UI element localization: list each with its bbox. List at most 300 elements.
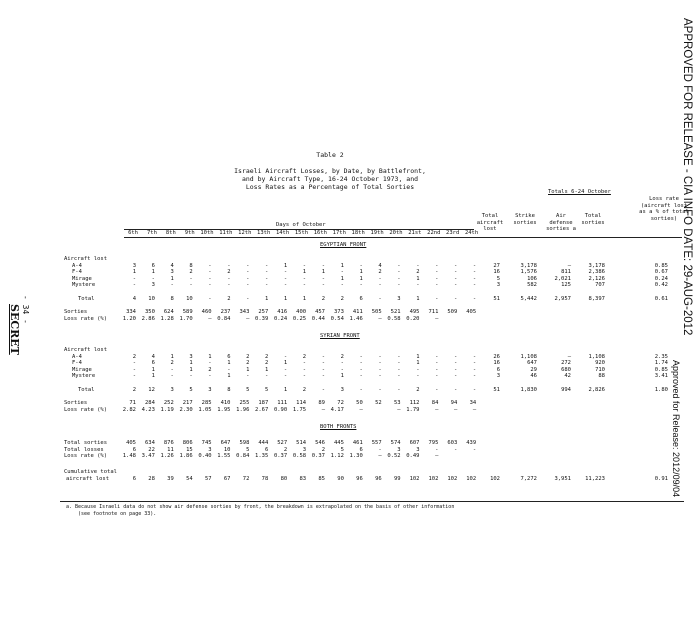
day-loss-value: - (453, 360, 458, 367)
day-total-losses-value: 3 (302, 446, 307, 453)
day-header: 9th (184, 230, 195, 236)
day-loss-rate-value: — (435, 406, 439, 413)
total-sorties-value: 920 (595, 360, 605, 367)
day-loss-value: - (321, 373, 325, 380)
day-loss-value: 4 (378, 262, 382, 269)
day-loss-value: 4 (151, 353, 155, 360)
total-lost-value: 27 (493, 262, 500, 269)
day-loss-value: - (378, 373, 382, 380)
day-loss-value: - (435, 353, 439, 360)
day-loss-value: - (397, 275, 401, 282)
day-header: 13th (257, 230, 271, 236)
day-loss-value: - (302, 282, 307, 289)
day-loss-rate-value: 0.58 (292, 453, 307, 460)
day-header: 21st (408, 230, 422, 236)
air-defense-sorties-value: 125 (561, 282, 571, 289)
total-lost-value: 3 (496, 373, 500, 380)
day-loss-value: - (435, 275, 439, 282)
day-total-losses-value: 3 (208, 446, 212, 453)
day-total-sorties-value: 745 (201, 440, 212, 446)
day-loss-value: - (397, 282, 401, 289)
cumulative-total-value: 102 (490, 475, 500, 482)
strike-sorties-value: 1,830 (520, 387, 537, 393)
day-loss-value: 1 (359, 275, 363, 282)
day-loss-value: - (302, 262, 307, 269)
day-sorties-value: 114 (296, 400, 307, 406)
day-total-value: 10 (148, 296, 155, 302)
day-loss-value: - (283, 275, 288, 282)
day-sorties-value: 350 (144, 309, 155, 315)
day-loss-value: 1 (170, 353, 174, 360)
day-total-value: 2 (340, 296, 344, 302)
day-loss-value: 1 (189, 360, 193, 367)
day-loss-value: - (397, 373, 401, 380)
day-sorties-value: 84 (431, 400, 439, 406)
day-loss-value: - (227, 275, 231, 282)
day-total-losses-value: 10 (223, 446, 231, 453)
day-total-value: - (472, 387, 477, 393)
day-loss-rate-value: — (359, 406, 363, 413)
total-lost-value: 16 (493, 360, 500, 367)
day-loss-value: - (321, 262, 325, 269)
day-loss-value: - (208, 360, 212, 367)
day-loss-value: - (189, 373, 193, 380)
day-loss-rate-value: 1.95 (217, 406, 231, 413)
day-loss-value: - (472, 353, 477, 360)
day-loss-value: - (378, 360, 382, 367)
day-total-value: 2 (302, 387, 307, 393)
day-loss-value: 2 (246, 360, 250, 367)
day-header: 12th (238, 230, 252, 236)
day-header: 17th (332, 230, 346, 236)
day-loss-rate-value: 0.37 (311, 453, 325, 460)
day-loss-value: - (246, 373, 250, 380)
day-loss-rate-value: 0.25 (292, 315, 307, 322)
day-cumulative-value: 99 (393, 475, 401, 482)
day-header: 7th (146, 230, 157, 236)
day-loss-value: 1 (359, 269, 363, 276)
cumulative-strike-value: 7,272 (520, 475, 537, 482)
day-total-value: 5 (264, 387, 269, 393)
days-header: Days of October (276, 222, 326, 228)
day-loss-rate-value: — (397, 406, 401, 413)
air-defense-sorties-value: 2,957 (554, 296, 571, 302)
day-cumulative-value: 83 (299, 475, 307, 482)
day-loss-value: - (435, 366, 439, 373)
day-total-value: 3 (208, 387, 212, 393)
day-total-losses-value: 11 (167, 446, 174, 453)
total-lost-value: 51 (493, 387, 500, 393)
day-loss-value: - (472, 282, 477, 289)
loss-rate-value: 3.41 (654, 373, 668, 380)
day-loss-value: - (416, 262, 420, 269)
day-loss-rate-value: 0.90 (273, 406, 288, 413)
day-total-value: 4 (132, 296, 136, 302)
total-label: Total (78, 387, 95, 393)
day-loss-value: - (132, 275, 136, 282)
day-loss-value: 2 (264, 353, 269, 360)
day-loss-value: - (416, 282, 420, 289)
day-cumulative-value: 78 (261, 475, 269, 482)
day-loss-value: 1 (340, 373, 344, 380)
day-sorties-value: 72 (337, 400, 344, 406)
day-loss-value: - (378, 366, 382, 373)
day-loss-value: - (378, 275, 382, 282)
day-loss-value: - (472, 275, 477, 282)
loss-rate-label: Loss rate (%) (64, 315, 108, 322)
day-loss-rate-value: 0.44 (311, 315, 325, 322)
day-loss-value: - (453, 262, 458, 269)
day-loss-value: - (378, 353, 382, 360)
day-loss-value: 1 (340, 275, 344, 282)
day-loss-value: - (264, 275, 269, 282)
day-loss-value: 1 (416, 360, 420, 367)
day-loss-rate-value: — (453, 406, 458, 413)
day-header: 16th (313, 230, 327, 236)
day-total-sorties-value: 634 (144, 440, 155, 446)
day-header: 8th (165, 230, 176, 236)
aircraft-type-label: Mirage (72, 275, 92, 282)
total-sorties-value: 1,108 (588, 353, 605, 360)
day-loss-rate-value: 1.75 (292, 406, 307, 413)
day-loss-value: - (283, 269, 288, 276)
day-total-value: - (321, 387, 325, 393)
day-loss-value: - (321, 360, 325, 367)
day-loss-value: - (397, 353, 401, 360)
day-loss-rate-value: 2.82 (122, 406, 136, 413)
day-loss-value: - (416, 373, 420, 380)
day-total-value: - (208, 296, 212, 302)
day-sorties-value: 252 (163, 400, 174, 406)
day-sorties-value: 111 (277, 400, 288, 406)
day-loss-value: 1 (283, 360, 288, 367)
day-cumulative-value: 102 (466, 475, 477, 482)
day-loss-value: - (151, 275, 155, 282)
day-total-value: - (246, 296, 250, 302)
loss-rate-value: 0.67 (654, 269, 668, 276)
day-loss-value: - (359, 366, 363, 373)
air-defense-sorties-value: 994 (561, 387, 571, 393)
day-cumulative-value: 54 (186, 475, 193, 482)
sorties-label: Sorties (64, 400, 88, 406)
day-loss-value: - (453, 282, 458, 289)
day-cumulative-value: 39 (167, 475, 174, 482)
day-loss-rate-value: 1.19 (160, 406, 174, 413)
day-total-sorties-value: 647 (220, 440, 231, 446)
day-total-sorties-value: 405 (126, 440, 136, 446)
day-loss-value: - (321, 275, 325, 282)
day-cumulative-value: 102 (409, 475, 420, 482)
total-sorties-value: 707 (595, 282, 605, 289)
day-total-value: 3 (340, 387, 344, 393)
day-loss-value: - (378, 282, 382, 289)
day-total-sorties-value: 439 (466, 440, 477, 446)
day-loss-rate-value: 2.30 (179, 406, 193, 413)
strike-sorties-value: 647 (527, 360, 537, 367)
day-loss-value: 2 (302, 353, 307, 360)
strike-sorties-value: 1,576 (520, 269, 537, 276)
total-lost-value: 6 (496, 366, 500, 373)
table-title-line2: and by Aircraft Type, 16-24 October 1973, and (241, 175, 419, 183)
aircraft-type-label: Mystere (72, 282, 96, 289)
day-loss-value: 3 (132, 262, 136, 269)
loss-rate-value: 0.42 (654, 282, 668, 289)
day-loss-value: - (435, 360, 439, 367)
day-loss-rate-value: 1.12 (330, 453, 344, 460)
total-lost-value: 26 (493, 353, 500, 360)
day-loss-value: - (435, 373, 439, 380)
day-total-value: - (378, 296, 382, 302)
cumulative-air-defense-value: 3,951 (554, 475, 571, 482)
day-loss-value: - (189, 282, 193, 289)
day-header: 23rd (446, 230, 460, 236)
day-sorties-value: 411 (352, 309, 363, 315)
day-loss-rate-value: 1.26 (160, 453, 174, 460)
strike-sorties-value: 1,108 (520, 353, 537, 360)
day-loss-value: - (472, 269, 477, 276)
day-sorties-value: 217 (182, 400, 193, 406)
aircraft-lost-label: Aircraft lost (64, 347, 108, 353)
day-loss-value: 3 (170, 269, 174, 276)
day-loss-value: 2 (227, 269, 231, 276)
air-defense-sorties-value: — (567, 353, 571, 360)
total-sorties-label: Total sorties (64, 440, 108, 446)
day-loss-rate-value: 1.48 (122, 453, 136, 460)
day-total-losses-value: 2 (283, 446, 288, 453)
day-loss-rate-value: — (378, 453, 382, 460)
day-total-losses-value: 6 (359, 446, 363, 453)
loss-rate-value: 2.35 (654, 353, 668, 360)
day-loss-rate-value: 4.17 (330, 406, 344, 413)
aircraft-type-label: F-4 (72, 360, 82, 367)
day-loss-rate-value: — (246, 315, 250, 322)
day-cumulative-value: 57 (204, 475, 212, 482)
day-loss-rate-value: 0.20 (406, 315, 420, 322)
day-loss-rate-value: 1.20 (122, 315, 136, 322)
day-sorties-value: 410 (220, 400, 231, 406)
day-loss-value: - (208, 269, 212, 276)
total-label: Total (78, 296, 95, 302)
day-loss-value: 2 (170, 360, 174, 367)
day-total-losses-value: - (435, 446, 439, 453)
day-total-sorties-value: 557 (371, 440, 382, 446)
total-sorties-value: 8,397 (588, 296, 605, 302)
day-sorties-value: 624 (163, 309, 174, 315)
cumulative-total-sorties-value: 11,223 (585, 475, 605, 482)
footnote-line1: a. Because Israeli data do not show air defense sorties by front, the breakdown is extrapolated on the basis of other information (66, 504, 455, 510)
day-loss-value: - (170, 366, 174, 373)
day-loss-rate-value: 0.24 (273, 315, 288, 322)
day-loss-value: - (340, 282, 344, 289)
day-loss-value: 1 (416, 353, 420, 360)
day-sorties-value: 34 (469, 400, 477, 406)
day-sorties-value: 89 (318, 400, 325, 406)
total-lost-value: 3 (496, 282, 500, 289)
day-sorties-value: 187 (258, 400, 269, 406)
day-sorties-value: 50 (356, 400, 363, 406)
day-total-losses-value: 6 (132, 446, 136, 453)
day-total-losses-value: 15 (186, 446, 193, 453)
day-loss-rate-value: 0.37 (273, 453, 288, 460)
strike-sorties-value: 5,442 (520, 296, 537, 302)
day-sorties-value: 285 (201, 400, 212, 406)
day-total-sorties-value: 461 (352, 440, 363, 446)
day-loss-value: 1 (189, 366, 193, 373)
day-sorties-value: 405 (466, 309, 477, 315)
loss-rate-value: 0.85 (654, 262, 668, 269)
day-loss-value: - (435, 262, 439, 269)
day-cumulative-value: 28 (148, 475, 155, 482)
day-loss-value: - (208, 373, 212, 380)
day-loss-value: - (453, 366, 458, 373)
day-loss-value: - (246, 275, 250, 282)
day-loss-rate-value: 1.79 (406, 406, 420, 413)
sorties-label: Sorties (64, 309, 88, 315)
day-loss-value: 2 (264, 360, 269, 367)
day-loss-value: - (227, 262, 231, 269)
day-cumulative-value: 96 (356, 475, 363, 482)
day-loss-value: - (208, 275, 212, 282)
day-loss-rate-value: 0.49 (406, 453, 420, 460)
day-loss-value: - (340, 269, 344, 276)
day-total-losses-value: 3 (397, 446, 401, 453)
day-loss-rate-value: 0.58 (387, 315, 401, 322)
total-lost-value: 16 (493, 269, 500, 276)
day-sorties-value: 52 (375, 400, 382, 406)
day-sorties-value: 334 (126, 309, 136, 315)
aircraft-type-label: Mirage (72, 366, 92, 373)
day-loss-value: - (472, 262, 477, 269)
day-loss-value: - (453, 275, 458, 282)
day-cumulative-value: 67 (223, 475, 231, 482)
day-header: 14th (275, 230, 290, 236)
day-loss-value: - (416, 366, 420, 373)
day-loss-value: - (302, 360, 307, 367)
approval-stamp: APPROVED FOR RELEASE - CIA INFO DATE: 29-AUG-2012 (681, 18, 693, 336)
day-loss-value: - (283, 282, 288, 289)
day-total-sorties-value: 574 (390, 440, 401, 446)
day-loss-value: 2 (246, 353, 250, 360)
day-total-value: 5 (189, 387, 193, 393)
day-total-value: 8 (227, 387, 231, 393)
day-loss-rate-value: 1.30 (349, 453, 363, 460)
day-loss-value: - (132, 360, 136, 367)
day-loss-value: - (453, 269, 458, 276)
day-loss-value: 6 (151, 360, 155, 367)
day-loss-value: - (227, 366, 231, 373)
totals-header: Totals 6-24 October (548, 189, 611, 195)
day-total-value: 1 (283, 296, 288, 302)
day-loss-value: - (302, 275, 307, 282)
day-cumulative-value: 102 (447, 475, 458, 482)
day-total-value: 2 (416, 387, 420, 393)
day-sorties-value: 257 (258, 309, 269, 315)
loss-rate-label: Loss rate (%) (64, 453, 108, 460)
day-cumulative-value: 72 (242, 475, 250, 482)
day-sorties-value: 255 (239, 400, 250, 406)
aircraft-type-label: A-4 (72, 353, 82, 360)
day-loss-value: 1 (151, 373, 155, 380)
day-total-sorties-value: 598 (239, 440, 250, 446)
loss-rate-value: 0.61 (654, 296, 668, 302)
strike-sorties-value: 106 (527, 275, 537, 282)
day-header: 10th (200, 230, 214, 236)
day-total-value: 1 (283, 387, 288, 393)
day-total-losses-value: 5 (246, 446, 250, 453)
day-total-value: 5 (246, 387, 250, 393)
day-loss-value: 1 (264, 366, 269, 373)
loss-rate-value: 1.80 (654, 387, 668, 393)
day-loss-rate-value: 1.86 (179, 453, 193, 460)
day-sorties-value: 343 (239, 309, 250, 315)
day-loss-value: - (246, 269, 250, 276)
day-header: 19th (370, 230, 384, 236)
day-loss-rate-value: 2.86 (141, 315, 155, 322)
day-total-value: 2 (227, 296, 231, 302)
day-loss-rate-value: — (435, 453, 439, 460)
day-total-losses-value: - (453, 446, 458, 453)
day-sorties-value: 373 (333, 309, 344, 315)
day-total-value: 1 (264, 296, 269, 302)
day-header: 18th (351, 230, 365, 236)
cumulative-label: aircraft lost (66, 475, 110, 482)
footnote-line2: (see footnote on page 33). (78, 511, 157, 517)
day-loss-value: 2 (189, 269, 193, 276)
air-defense-sorties-value: 272 (561, 360, 571, 367)
day-loss-rate-value: 1.70 (179, 315, 193, 322)
table-title-line3: Loss Rates as a Percentage of Total Sorties (245, 183, 415, 191)
loss-rate-value: 0.24 (654, 275, 668, 282)
day-loss-value: 2 (340, 353, 344, 360)
day-loss-rate-value: 1.96 (236, 406, 250, 413)
day-sorties-value: 521 (390, 309, 401, 315)
total-sorties-value: 2,826 (588, 387, 605, 393)
day-loss-value: 1 (227, 373, 231, 380)
day-total-sorties-value: 795 (428, 440, 439, 446)
day-total-value: - (453, 296, 458, 302)
day-total-value: 8 (170, 296, 174, 302)
loss-rate-value: 0.85 (654, 366, 668, 373)
day-loss-value: - (359, 282, 363, 289)
day-header: 22nd (427, 230, 441, 236)
day-loss-value: 6 (227, 353, 231, 360)
table-number: Table 2 (316, 151, 344, 159)
aircraft-type-label: A-4 (72, 262, 82, 269)
day-total-value: - (397, 387, 401, 393)
day-loss-value: - (435, 282, 439, 289)
day-total-losses-value: - (472, 446, 477, 453)
day-total-sorties-value: 444 (258, 440, 269, 446)
day-loss-rate-value: 0.84 (236, 453, 250, 460)
day-total-sorties-value: 603 (447, 440, 458, 446)
day-total-sorties-value: 806 (182, 440, 193, 446)
day-loss-value: - (264, 373, 269, 380)
day-loss-value: 1 (132, 269, 136, 276)
day-total-value: 2 (132, 387, 136, 393)
day-loss-value: 1 (151, 269, 155, 276)
day-loss-value: - (397, 262, 401, 269)
loss-rate-value: 1.74 (654, 360, 668, 367)
aircraft-type-label: F-4 (72, 269, 82, 276)
day-total-sorties-value: 546 (315, 440, 325, 446)
day-loss-value: - (264, 262, 269, 269)
day-header: 11th (219, 230, 233, 236)
day-total-value: - (435, 387, 439, 393)
day-loss-rate-value: 0.52 (387, 453, 401, 460)
day-total-value: - (378, 387, 382, 393)
day-loss-value: 1 (227, 360, 231, 367)
day-loss-value: - (453, 353, 458, 360)
